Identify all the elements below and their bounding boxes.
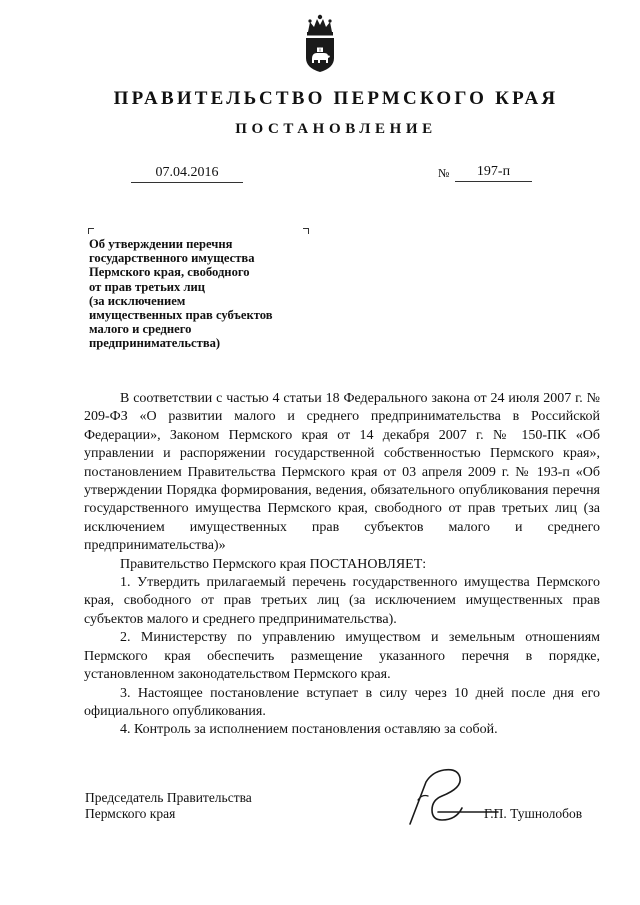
document-body	[84, 390, 600, 740]
subject-line: государственного имущества	[89, 251, 255, 266]
resolution-statement: Правительство Пермского края ПОСТАНОВЛЯЕТ:	[120, 556, 427, 572]
organization-title: ПРАВИТЕЛЬСТВО ПЕРМСКОГО КРАЯ	[113, 88, 559, 109]
clause-2: 2. Министерству по управлению имуществом и земельным отношениям Пермского края обеспечить размещение указанного перечня в порядке, установленном законодательством Пермского края.	[84, 630, 600, 683]
clause-4: 4. Контроль за исполнением постановления оставляю за собой.	[120, 722, 498, 738]
clause-3: 3. Настоящее постановление вступает в силу через 10 дней после дня его официального опубликования.	[84, 685, 600, 719]
subject-line: от прав третьих лиц	[89, 279, 206, 294]
signer-position	[85, 790, 252, 821]
clause-1: 1. Утвердить прилагаемый перечень государственного имущества Пермского края, свободного от прав третьих лиц (за исключением имущественных прав субъектов малого и среднего предпринимательства).	[84, 575, 600, 627]
subject-line: Пермского края, свободного	[89, 265, 250, 280]
number-sign: №	[438, 166, 450, 180]
subject-line: (за исключением	[89, 293, 186, 308]
subject-line: малого и среднего	[89, 322, 192, 337]
signer-position-line: Пермского края	[85, 805, 176, 821]
subject-line: Об утверждении перечня	[89, 237, 233, 251]
document-type-title: ПОСТАНОВЛЕНИЕ	[235, 121, 437, 137]
subject-line: имущественных прав субъектов	[89, 308, 273, 323]
signer-position-line: Председатель Правительства	[85, 790, 252, 805]
document-date: 07.04.2016	[155, 165, 219, 180]
document-number: 197-п	[476, 164, 511, 179]
document-subject	[89, 237, 329, 351]
subject-corner-left	[88, 228, 94, 234]
coat-of-arms-icon	[302, 12, 338, 74]
number-underline	[455, 181, 532, 182]
subject-corner-right	[303, 228, 309, 234]
preamble-paragraph: В соответствии с частью 4 статьи 18 Федерального закона от 24 июля 2007 г. № 209-ФЗ «О развитии малого и среднего предпринимательства в Российской Федерации», Законом Пермского края от 14 декабря 2007 г. № 150-ПК «Об управлении и распоряжении государственной собственностью Пермского края», постановлением Правительства Пермского края от 03 апреля 2009 г. № 193-п «Об утверждении Порядка формирования, ведения, обязательного опубликования перечня государственного имущества Пермского края, свободного от прав третьих лиц (за исключением имущественных прав субъектов малого и среднего предпринимательства)»	[84, 391, 600, 554]
subject-line: предпринимательства)	[89, 336, 221, 351]
date-underline	[131, 182, 243, 183]
signer-name: Г.П. Тушнолобов	[484, 806, 583, 821]
